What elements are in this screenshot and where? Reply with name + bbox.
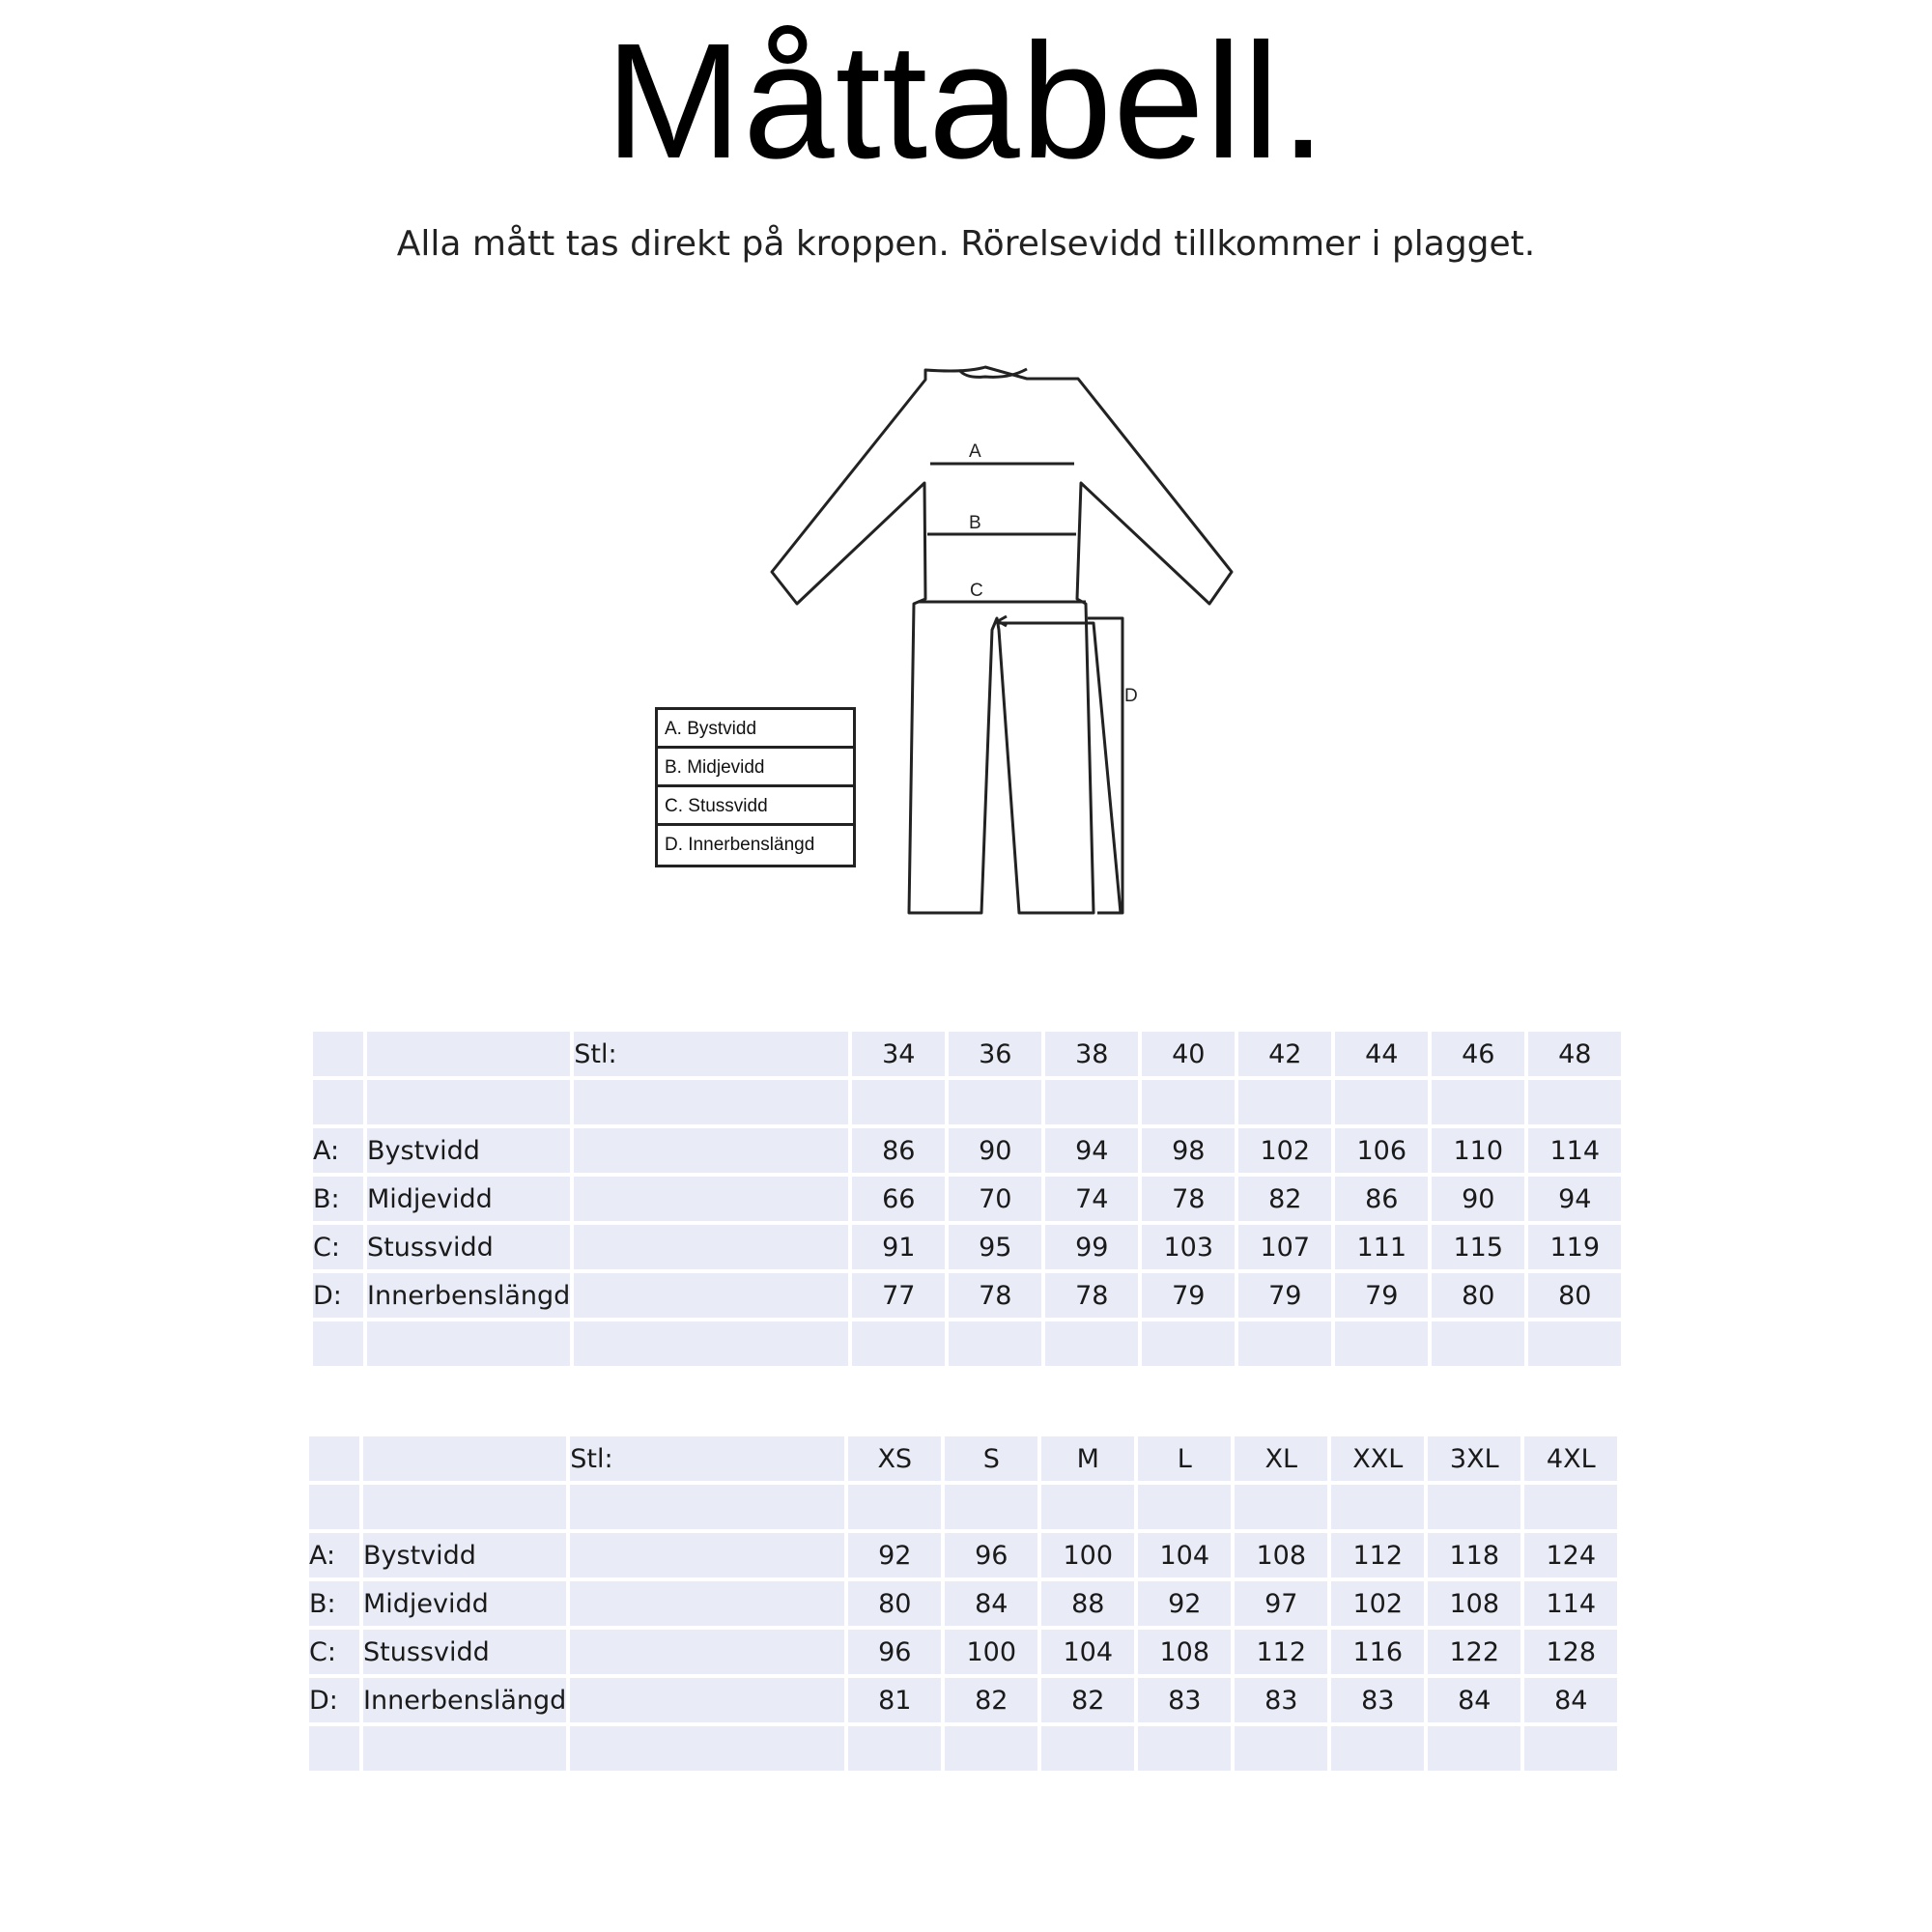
table-cell: 82 [1041,1678,1134,1722]
table-cell: 81 [848,1678,941,1722]
table-cell: 115 [1432,1225,1524,1269]
table-cell: 80 [1432,1273,1524,1318]
table-row [313,1128,1621,1173]
table-cell: 124 [1524,1533,1617,1577]
table-cell: 108 [1428,1581,1520,1626]
table-cell: 84 [945,1581,1037,1626]
size-header: 42 [1238,1032,1331,1076]
row-label: Midjevidd [367,1177,570,1221]
row-prefix: B: [313,1177,363,1221]
size-header: 3XL [1428,1436,1520,1481]
table-cell: 102 [1238,1128,1331,1173]
table-cell: 104 [1138,1533,1231,1577]
row-prefix: D: [313,1273,363,1318]
row-label: Innerbenslängd [363,1678,566,1722]
table-cell: 112 [1235,1630,1327,1674]
table-cell: 100 [1041,1533,1134,1577]
size-header: XXL [1331,1436,1424,1481]
size-table-numeric [309,1028,1625,1370]
table-cell: 106 [1335,1128,1428,1173]
table-cell: 84 [1428,1678,1520,1722]
table-cell: 119 [1528,1225,1621,1269]
size-label: Stl: [570,1436,844,1481]
table-cell: 108 [1235,1533,1327,1577]
table-cell: 78 [949,1273,1041,1318]
row-prefix: B: [309,1581,359,1626]
row-prefix: A: [313,1128,363,1173]
table-cell: 100 [945,1630,1037,1674]
table-cell: 86 [852,1128,945,1173]
table-cell: 108 [1138,1630,1231,1674]
table-cell: 94 [1045,1128,1138,1173]
row-prefix: A: [309,1533,359,1577]
size-header: 48 [1528,1032,1621,1076]
table-cell: 118 [1428,1533,1520,1577]
table-spacer-row [313,1080,1621,1124]
table-cell: 78 [1142,1177,1235,1221]
legend-item: A. Bystvidd [658,710,853,749]
table-cell: 94 [1528,1177,1621,1221]
page-title: Måttabell. [605,10,1327,193]
size-header: XL [1235,1436,1327,1481]
table-cell: 122 [1428,1630,1520,1674]
table-header-row [309,1436,1617,1481]
table-cell: 82 [945,1678,1037,1722]
table-cell: 116 [1331,1630,1424,1674]
legend-item: D. Innerbenslängd [665,835,815,855]
table-row [309,1533,1617,1577]
table-cell: 74 [1045,1177,1138,1221]
table-row [313,1177,1621,1221]
table-cell: 83 [1138,1678,1231,1722]
table-cell: 97 [1235,1581,1327,1626]
size-label: Stl: [574,1032,848,1076]
table-cell: 90 [949,1128,1041,1173]
table-row [313,1273,1621,1318]
table-cell: 92 [848,1533,941,1577]
size-header: 38 [1045,1032,1138,1076]
row-prefix: D: [309,1678,359,1722]
table-spacer-row [313,1321,1621,1366]
table-cell: 79 [1335,1273,1428,1318]
row-label: Stussvidd [367,1225,570,1269]
label-b: B [969,513,981,533]
size-header: L [1138,1436,1231,1481]
legend-item: C. Stussvidd [658,787,853,826]
row-prefix: C: [309,1630,359,1674]
size-header: 46 [1432,1032,1524,1076]
table-cell: 77 [852,1273,945,1318]
table-cell: 102 [1331,1581,1424,1626]
table-cell: 96 [945,1533,1037,1577]
table-spacer-row [309,1726,1617,1771]
size-header: XS [848,1436,941,1481]
row-label: Bystvidd [363,1533,566,1577]
size-header: 40 [1142,1032,1235,1076]
table-row [313,1225,1621,1269]
legend-item: B. Midjevidd [658,749,853,787]
size-header: 36 [949,1032,1041,1076]
table-spacer-row [309,1485,1617,1529]
table-row [309,1630,1617,1674]
table-cell: 92 [1138,1581,1231,1626]
table-cell: 82 [1238,1177,1331,1221]
size-header: M [1041,1436,1134,1481]
table-cell: 96 [848,1630,941,1674]
label-a: A [969,441,981,462]
size-header: 4XL [1524,1436,1617,1481]
table-header-row [313,1032,1621,1076]
table-cell: 79 [1238,1273,1331,1318]
size-header: 34 [852,1032,945,1076]
table-cell: 66 [852,1177,945,1221]
table-cell: 112 [1331,1533,1424,1577]
table-cell: 95 [949,1225,1041,1269]
table-cell: 70 [949,1177,1041,1221]
table-cell: 90 [1432,1177,1524,1221]
table-cell: 111 [1335,1225,1428,1269]
row-label: Stussvidd [363,1630,566,1674]
table-cell: 110 [1432,1128,1524,1173]
table-cell: 114 [1524,1581,1617,1626]
table-cell: 99 [1045,1225,1138,1269]
label-d: D [1124,686,1138,706]
size-header: S [945,1436,1037,1481]
size-table-letter [305,1433,1621,1775]
table-cell: 83 [1331,1678,1424,1722]
table-row [309,1678,1617,1722]
table-cell: 83 [1235,1678,1327,1722]
table-cell: 114 [1528,1128,1621,1173]
row-prefix: C: [313,1225,363,1269]
table-cell: 104 [1041,1630,1134,1674]
table-cell: 80 [848,1581,941,1626]
label-c: C [970,581,983,601]
table-cell: 107 [1238,1225,1331,1269]
table-cell: 86 [1335,1177,1428,1221]
table-cell: 128 [1524,1630,1617,1674]
row-label: Bystvidd [367,1128,570,1173]
row-label: Innerbenslängd [367,1273,570,1318]
size-header: 44 [1335,1032,1428,1076]
table-cell: 98 [1142,1128,1235,1173]
table-cell: 80 [1528,1273,1621,1318]
table-cell: 103 [1142,1225,1235,1269]
table-cell: 84 [1524,1678,1617,1722]
page-subtitle: Alla mått tas direkt på kroppen. Rörelsevidd tillkommer i plagget. [396,224,1536,264]
table-cell: 91 [852,1225,945,1269]
table-row [309,1581,1617,1626]
table-cell: 78 [1045,1273,1138,1318]
table-cell: 79 [1142,1273,1235,1318]
row-label: Midjevidd [363,1581,566,1626]
table-cell: 88 [1041,1581,1134,1626]
diagram-legend [655,707,856,867]
